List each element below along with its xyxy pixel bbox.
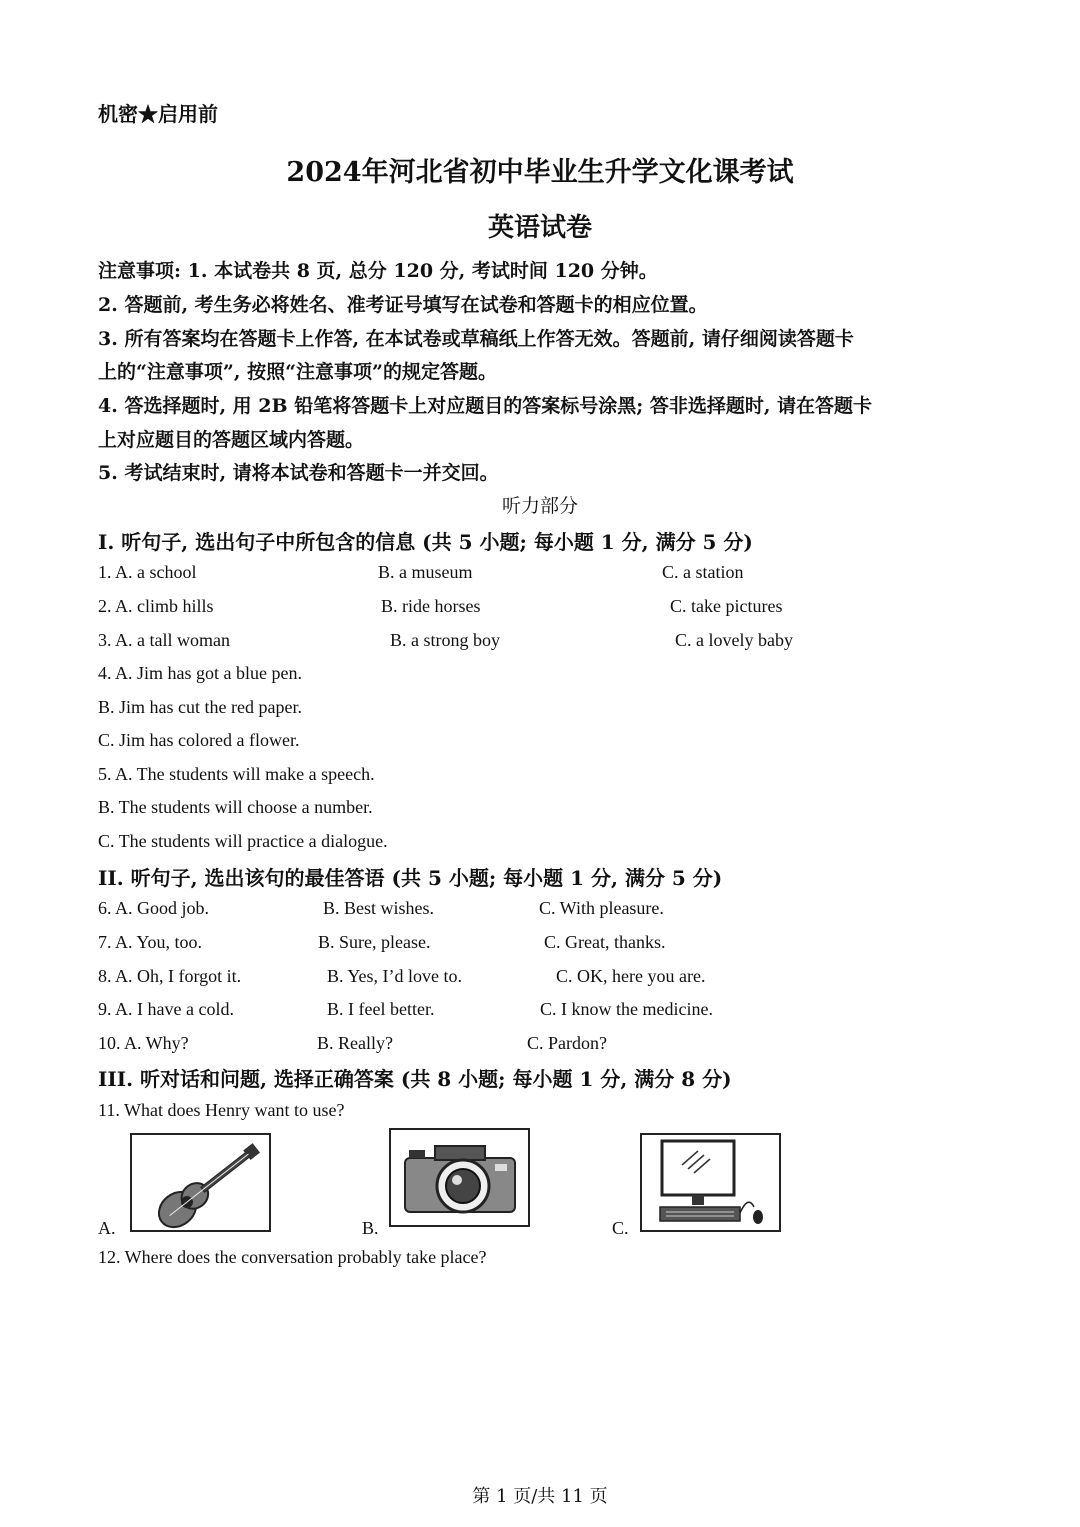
section-1-heading: I. 听句子, 选出句子中所包含的信息 (共 5 小题; 每小题 1 分, 满分 5 分) [98, 530, 753, 554]
exam-subtitle: 英语试卷 [487, 213, 592, 243]
q2-option-a: 2. A. climb hills [98, 596, 214, 616]
q4-option-a: 4. A. Jim has got a blue pen. [98, 663, 302, 683]
q12-question: 12. Where does the conversation probably take place? [98, 1247, 487, 1267]
q1-option-a: 1. A. a school [98, 562, 197, 582]
q11-option-c-label: C. [612, 1218, 629, 1238]
q8-option-b: B. Yes, I’d love to. [327, 966, 463, 986]
note-line: 5. 考试结束时, 请将本试卷和答题卡一并交回。 [98, 462, 499, 484]
note-line: 4. 答选择题时, 用 2B 铅笔将答题卡上对应题目的答案标号涂黑; 答非选择题时, 请在答题卡 [98, 395, 873, 417]
q6-option-a: 6. A. Good job. [98, 898, 210, 918]
note-line: 3. 所有答案均在答题卡上作答, 在本试卷或草稿纸上作答无效。答题前, 请仔细阅读答题卡 [98, 328, 854, 350]
q3-option-c: C. a lovely baby [675, 630, 793, 650]
q8-option-a: 8. A. Oh, I forgot it. [98, 966, 242, 986]
guitar-icon [132, 1135, 269, 1230]
guitar-picture [130, 1133, 271, 1232]
q4-option-b: B. Jim has cut the red paper. [98, 697, 302, 717]
section-3-heading: III. 听对话和问题, 选择正确答案 (共 8 小题; 每小题 1 分, 满分 8 分) [98, 1067, 732, 1091]
q9-option-a: 9. A. I have a cold. [98, 999, 234, 1019]
computer-icon [642, 1135, 779, 1230]
q11-option-b-label: B. [362, 1218, 379, 1238]
note-line: 注意事项: 1. 本试卷共 8 页, 总分 120 分, 考试时间 120 分钟。 [98, 260, 658, 282]
computer-picture [640, 1133, 781, 1232]
q10-option-a: 10. A. Why? [98, 1033, 189, 1053]
q3-option-b: B. a strong boy [390, 630, 500, 650]
q9-option-c: C. I know the medicine. [540, 999, 713, 1019]
q8-option-c: C. OK, here you are. [556, 966, 706, 986]
q4-option-c: C. Jim has colored a flower. [98, 730, 300, 750]
q2-option-b: B. ride horses [381, 596, 481, 616]
q10-option-c: C. Pardon? [527, 1033, 607, 1053]
q7-option-b: B. Sure, please. [318, 932, 431, 952]
q7-option-c: C. Great, thanks. [544, 932, 666, 952]
page-number: 第 1 页/共 11 页 [472, 1486, 608, 1507]
exam-title: 2024年河北省初中毕业生升学文化课考试 [286, 157, 794, 188]
q1-option-c: C. a station [662, 562, 744, 582]
q1-option-b: B. a museum [378, 562, 473, 582]
camera-icon [391, 1130, 528, 1225]
q5-option-c: C. The students will practice a dialogue. [98, 831, 388, 851]
q6-option-b: B. Best wishes. [323, 898, 435, 918]
q2-option-c: C. take pictures [670, 596, 783, 616]
listening-part-title: 听力部分 [501, 495, 578, 517]
q10-option-b: B. Really? [317, 1033, 393, 1053]
note-line: 2. 答题前, 考生务必将姓名、准考证号填写在试卷和答题卡的相应位置。 [98, 294, 708, 316]
q9-option-b: B. I feel better. [327, 999, 435, 1019]
q5-option-b: B. The students will choose a number. [98, 797, 373, 817]
camera-picture [389, 1128, 530, 1227]
section-2-heading: II. 听句子, 选出该句的最佳答语 (共 5 小题; 每小题 1 分, 满分 5 分) [98, 866, 723, 890]
confidential-mark: 机密★启用前 [98, 102, 218, 126]
q6-option-c: C. With pleasure. [539, 898, 664, 918]
q11-question: 11. What does Henry want to use? [98, 1100, 345, 1120]
q11-option-a-label: A. [98, 1218, 116, 1238]
q7-option-a: 7. A. You, too. [98, 932, 203, 952]
note-line: 上的“注意事项”, 按照“注意事项”的规定答题。 [98, 361, 497, 383]
q3-option-a: 3. A. a tall woman [98, 630, 230, 650]
q5-option-a: 5. A. The students will make a speech. [98, 764, 375, 784]
note-line: 上对应题目的答题区域内答题。 [98, 429, 365, 451]
